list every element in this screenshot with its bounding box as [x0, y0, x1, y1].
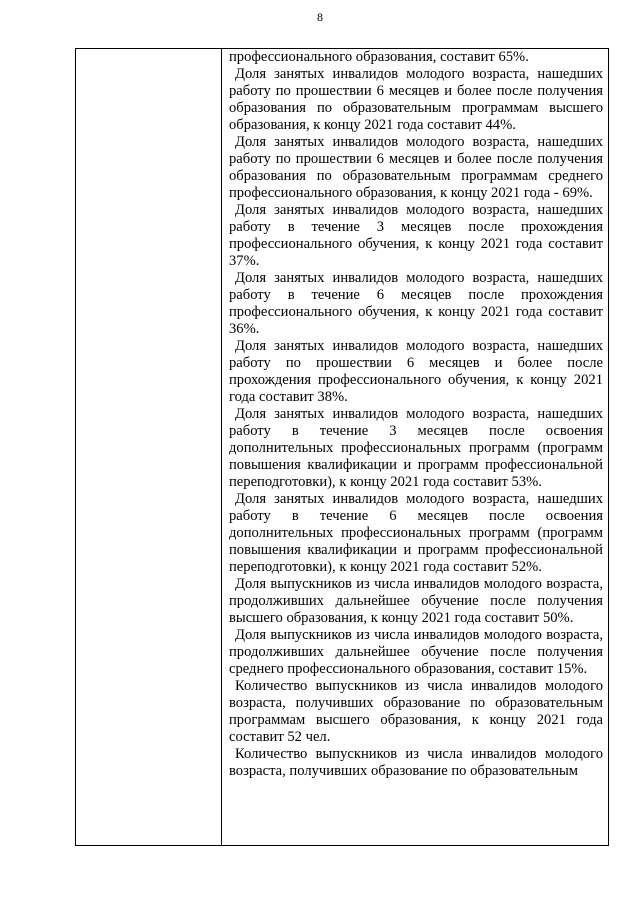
- table-row: [76, 49, 609, 846]
- left-column-cell: [76, 49, 222, 846]
- paragraph-continuation: профессионального образования, составит 65%.: [229, 49, 529, 65]
- paragraph: Количество выпускников из числа инвалидов молодого возраста, получивших образование по образовательным: [229, 746, 603, 779]
- paragraph: Доля занятых инвалидов молодого возраста, нашедших работу по прошествии 6 месяцев и более после получения образования по образовательным программам среднего профессионального образования, к концу 2021 года - 69%.: [229, 134, 603, 201]
- paragraph: Доля занятых инвалидов молодого возраста, нашедших работу по прошествии 6 месяцев и более после получения образования по образовательным программам высшего образования, к концу 2021 года составит 44%.: [229, 66, 603, 133]
- paragraph: Доля занятых инвалидов молодого возраста, нашедших работу в течение 6 месяцев после прохождения профессионального обучения, к концу 2021 года составит 36%.: [229, 270, 603, 337]
- paragraph: Доля занятых инвалидов молодого возраста, нашедших работу по прошествии 6 месяцев и более после прохождения профессионального обучения, к концу 2021 года составит 38%.: [229, 338, 603, 405]
- paragraph: Доля занятых инвалидов молодого возраста, нашедших работу в течение 3 месяцев после прохождения профессионального обучения, к концу 2021 года составит 37%.: [229, 202, 603, 269]
- paragraph: Количество выпускников из числа инвалидов молодого возраста, получивших образование по образовательным программам высшего образования, к концу 2021 года составит 52 чел.: [229, 678, 603, 745]
- document-table: [75, 48, 609, 846]
- right-column-cell: [222, 49, 609, 846]
- paragraph: Доля занятых инвалидов молодого возраста, нашедших работу в течение 3 месяцев после освоения дополнительных профессиональных программ (программ повышения квалификации и программ профессиональной переподготовки), к концу 2021 года составит 53%.: [229, 406, 603, 490]
- paragraph: Доля занятых инвалидов молодого возраста, нашедших работу в течение 6 месяцев после освоения дополнительных профессиональных программ (программ повышения квалификации и программ профессиональной переподготовки), к концу 2021 года составит 52%.: [229, 491, 603, 575]
- paragraph: Доля выпускников из числа инвалидов молодого возраста, продолживших дальнейшее обучение после получения высшего образования, к концу 2021 года составит 50%.: [229, 576, 603, 626]
- paragraph: Доля выпускников из числа инвалидов молодого возраста, продолживших дальнейшее обучение после получения среднего профессионального образования, составит 15%.: [229, 627, 603, 677]
- page-number: 8: [317, 10, 323, 24]
